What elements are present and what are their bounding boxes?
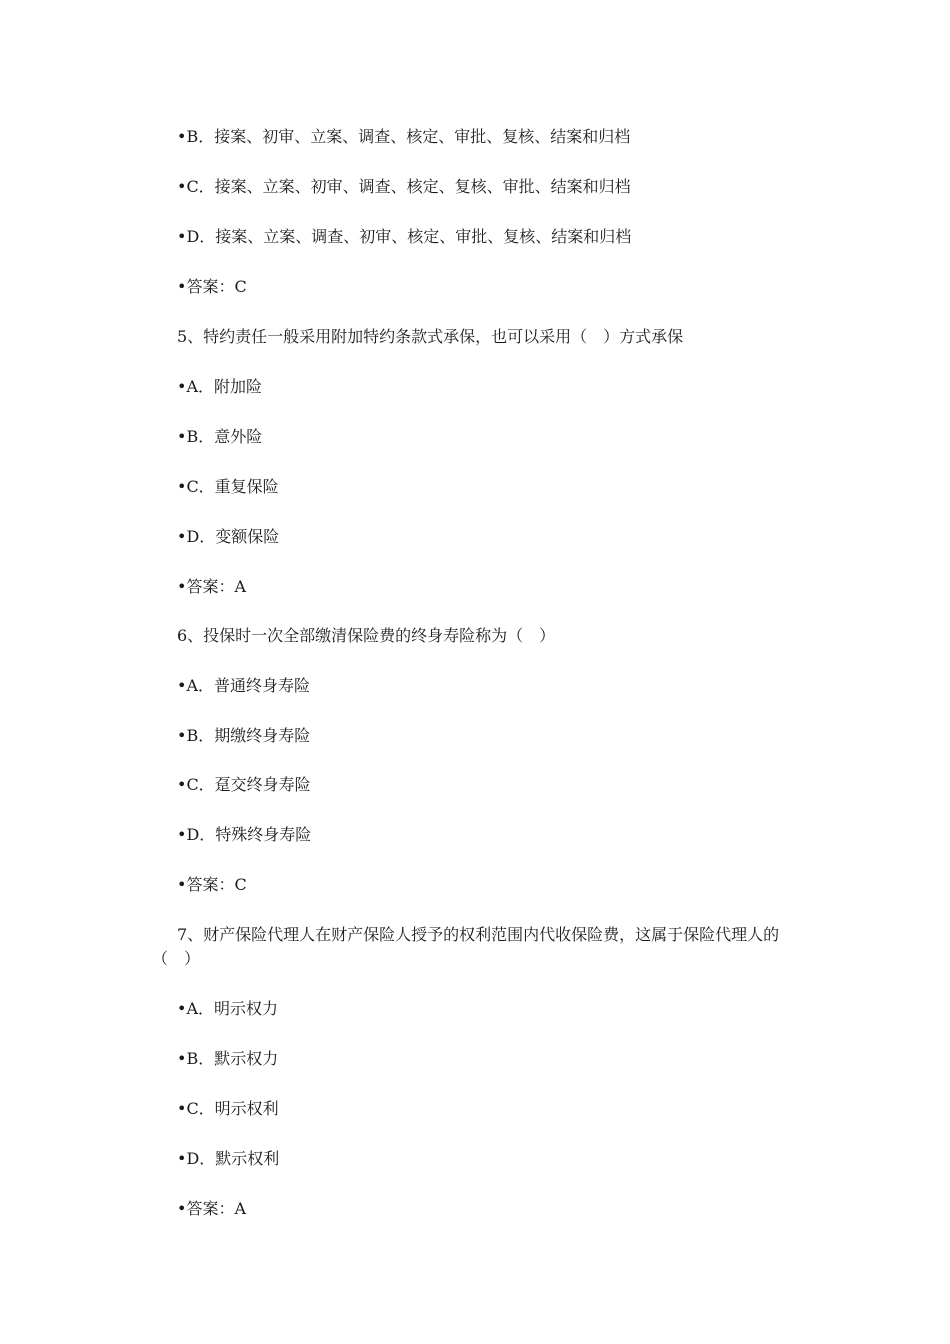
- question-6: 6、投保时一次全部缴清保险费的终身寿险称为（ ）: [177, 626, 556, 645]
- option-d: •D．变额保险: [177, 527, 280, 546]
- option-b: •B．意外险: [177, 427, 263, 446]
- option-c: •C．重复保险: [177, 477, 279, 496]
- option-c: •C．明示权利: [177, 1099, 279, 1118]
- option-a: •A．明示权力: [177, 999, 278, 1018]
- option-d: •D．特殊终身寿险: [177, 825, 312, 844]
- option-c: •C．接案、立案、初审、调查、核定、复核、审批、结案和归档: [177, 177, 631, 196]
- question-7-continuation: （ ）: [152, 949, 201, 968]
- option-b: •B．接案、初审、立案、调查、核定、审批、复核、结案和归档: [177, 127, 631, 146]
- answer: •答案：A: [177, 577, 246, 596]
- answer: •答案：A: [177, 1199, 246, 1218]
- option-a: •A．普通终身寿险: [177, 676, 310, 695]
- answer: •答案：C: [177, 875, 247, 894]
- option-b: •B．默示权力: [177, 1049, 279, 1068]
- answer: •答案：C: [177, 277, 247, 296]
- option-d: •D．接案、立案、调查、初审、核定、审批、复核、结案和归档: [177, 227, 632, 246]
- option-a: •A．附加险: [177, 377, 262, 396]
- option-c: •C．趸交终身寿险: [177, 775, 311, 794]
- question-5: 5、特约责任一般采用附加特约条款式承保，也可以采用（ ）方式承保: [177, 327, 684, 346]
- option-b: •B．期缴终身寿险: [177, 726, 311, 745]
- option-d: •D．默示权利: [177, 1149, 280, 1168]
- question-7: 7、财产保险代理人在财产保险人授予的权利范围内代收保险费，这属于保险代理人的: [177, 925, 780, 944]
